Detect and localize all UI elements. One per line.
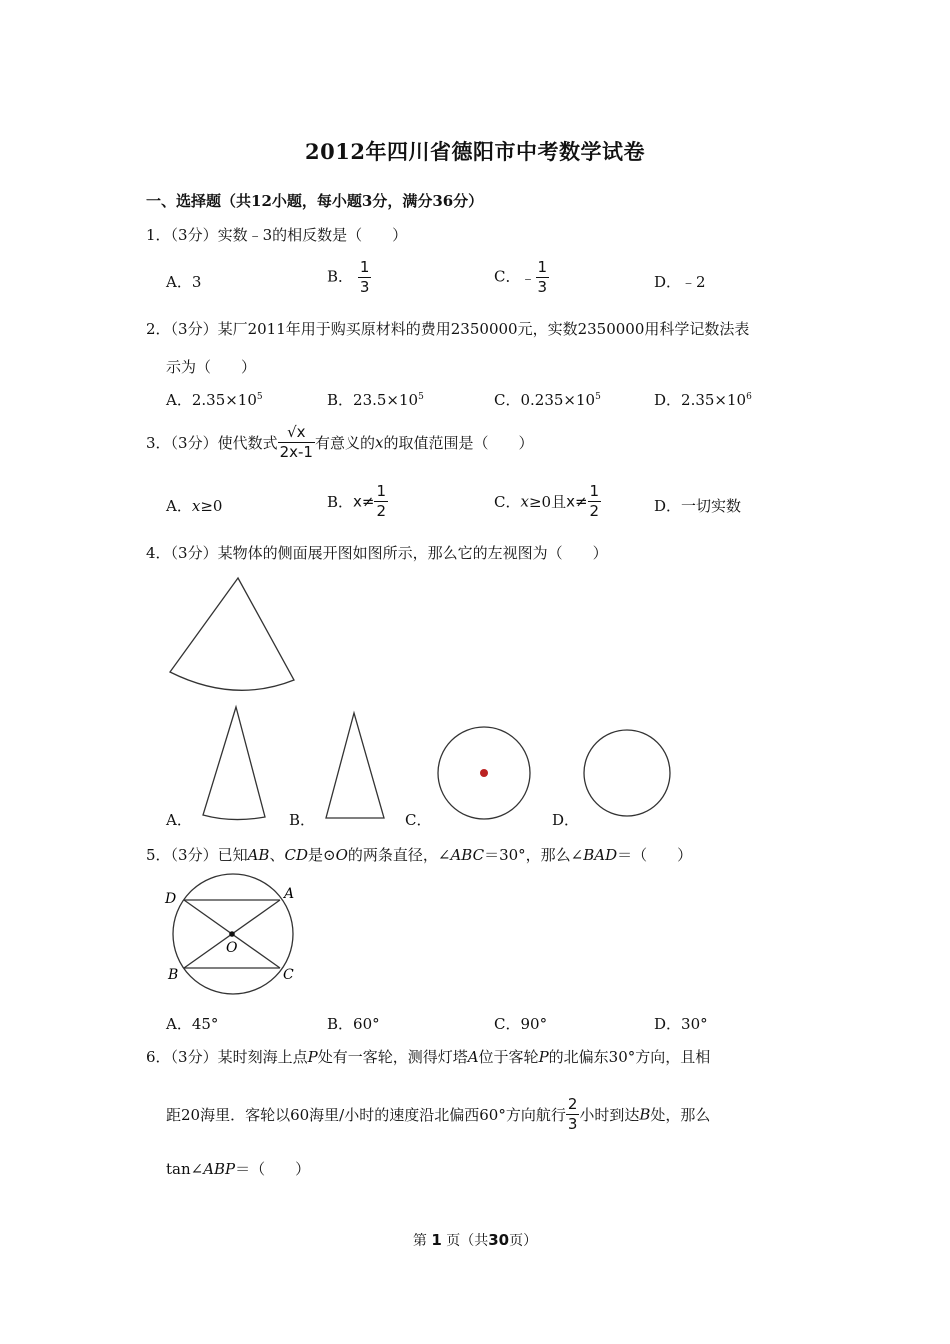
option-label: D． xyxy=(654,391,682,409)
q1-option-a[interactable] xyxy=(166,271,201,292)
question-text: ＝（ ） xyxy=(617,846,693,864)
option-value: ≥0 xyxy=(200,497,223,515)
option-sign: ﹣ xyxy=(520,269,536,287)
q4-option-c-label[interactable]: C． xyxy=(405,811,432,829)
option-value: 2.35×10 xyxy=(681,391,747,409)
question-2-line2: 示为（ ） xyxy=(166,358,257,376)
option-label: B． xyxy=(327,267,354,286)
center-dot-icon xyxy=(480,769,488,777)
label-d: D xyxy=(165,891,177,907)
q5-option-a[interactable] xyxy=(166,1013,218,1034)
question-text: 的两条直径，∠ xyxy=(347,846,451,864)
fraction xyxy=(278,425,315,460)
variable: x xyxy=(191,497,201,515)
question-text: （3分）实数﹣3的相反数是（ ） xyxy=(170,226,408,244)
q4-option-c-figure[interactable] xyxy=(436,725,534,823)
question-text: （3分）某物体的侧面展开图如图所示，那么它的左视图为（ ） xyxy=(170,544,608,562)
variable: AB xyxy=(247,846,270,864)
label-o: O xyxy=(226,940,238,956)
question-number: 6． xyxy=(146,1048,171,1066)
option-label: B． xyxy=(327,493,354,511)
q5-option-c[interactable] xyxy=(494,1013,547,1034)
question-text: （3分）使代数式 xyxy=(170,434,278,452)
label-a: A xyxy=(284,886,295,902)
variable: P xyxy=(538,1048,549,1066)
question-text: （3分）已知 xyxy=(170,846,248,864)
q3-option-c[interactable] xyxy=(494,484,601,519)
option-value: 3 xyxy=(191,273,202,291)
option-value: 45° xyxy=(191,1015,219,1033)
option-value: 90° xyxy=(520,1015,548,1033)
option-label: A． xyxy=(166,391,192,409)
fraction xyxy=(536,260,550,295)
exponent: 6 xyxy=(746,392,752,402)
center-point-icon xyxy=(229,931,235,937)
variable: A xyxy=(467,1048,479,1066)
circle-diameters-figure xyxy=(162,873,304,999)
option-value: ﹣2 xyxy=(681,273,706,291)
option-label: A． xyxy=(166,497,192,515)
question-text: 位于客轮 xyxy=(478,1048,539,1066)
q1-option-c[interactable] xyxy=(494,260,549,295)
question-text: 是⊙ xyxy=(307,846,336,864)
variable: P xyxy=(307,1048,318,1066)
fraction-numerator: √x xyxy=(287,423,306,441)
question-number: 5． xyxy=(146,846,171,864)
question-2 xyxy=(146,318,749,339)
question-text: 距20海里．客轮以60海里/小时的速度沿北偏西60°方向航行 xyxy=(166,1106,566,1124)
q4-option-b-label[interactable]: B． xyxy=(289,811,316,829)
option-value: 一切实数 xyxy=(681,497,742,515)
question-text: 有意义的 xyxy=(314,434,375,452)
option-value: 30° xyxy=(681,1015,708,1033)
q4-option-a-label[interactable]: A． xyxy=(166,811,192,829)
fraction-denominator: 2 xyxy=(589,502,600,520)
page-footer xyxy=(0,1230,950,1250)
option-label: C． xyxy=(494,267,521,286)
option-label: B． xyxy=(327,391,354,409)
variable: O xyxy=(335,846,348,864)
fraction-denominator: 2 xyxy=(376,502,387,520)
question-6-line2 xyxy=(166,1097,710,1132)
q2-option-c[interactable] xyxy=(494,389,601,410)
question-6-line3 xyxy=(166,1158,310,1179)
footer-text: 第 xyxy=(412,1233,427,1249)
question-text: 处，那么 xyxy=(650,1106,711,1124)
fraction xyxy=(374,484,388,519)
variable: CD xyxy=(284,846,308,864)
fraction-numerator: 1 xyxy=(589,482,600,500)
variable: BAD xyxy=(583,846,618,864)
question-number: 3． xyxy=(146,434,171,452)
section-header: 一、选择题（共12小题，每小题3分，满分36分） xyxy=(146,192,484,210)
label-b: B xyxy=(168,967,179,983)
question-text: 小时到达 xyxy=(579,1106,640,1124)
fraction-numerator: 1 xyxy=(359,258,370,276)
question-3 xyxy=(146,425,533,460)
fraction xyxy=(588,484,602,519)
option-label: C． xyxy=(494,391,521,409)
question-text: （3分）某时刻海上点 xyxy=(170,1048,308,1066)
q2-option-d[interactable] xyxy=(654,389,752,410)
variable: ABP xyxy=(203,1160,236,1178)
question-text: （3分）某厂2011年用于购买原材料的费用2350000元，实数2350000用科学记数法表 xyxy=(170,320,750,338)
circle-view-d xyxy=(584,730,670,816)
label-c: C xyxy=(283,967,294,983)
fraction-numerator: 2 xyxy=(567,1095,578,1113)
triangle-view-b xyxy=(326,713,384,818)
question-text: tan∠ xyxy=(166,1160,204,1178)
question-text: 处有一客轮，测得灯塔 xyxy=(317,1048,468,1066)
question-4 xyxy=(146,542,608,563)
option-label: C． xyxy=(494,493,521,511)
fraction xyxy=(566,1097,580,1132)
q4-option-b-figure[interactable] xyxy=(322,710,388,822)
q4-option-d-figure[interactable] xyxy=(582,729,672,819)
sector-figure xyxy=(160,574,305,699)
page-title: 2012年四川省德阳市中考数学试卷 xyxy=(305,139,645,164)
question-number: 4． xyxy=(146,544,171,562)
option-label: B． xyxy=(327,1015,354,1033)
option-value: ≥0且 xyxy=(528,493,567,511)
q5-option-d[interactable] xyxy=(654,1013,708,1034)
fraction xyxy=(358,260,372,295)
fraction-denominator: 3 xyxy=(567,1115,578,1133)
q5-option-b[interactable] xyxy=(327,1013,380,1034)
question-text: ＝30°，那么∠ xyxy=(484,846,584,864)
footer-text: 页） xyxy=(509,1233,538,1249)
question-6 xyxy=(146,1046,710,1067)
page-total: 30 xyxy=(488,1231,510,1249)
q4-option-a-figure[interactable] xyxy=(198,703,270,823)
fraction-denominator: 2x-1 xyxy=(279,443,313,461)
option-label: D． xyxy=(654,273,682,291)
q3-option-b[interactable] xyxy=(327,484,388,519)
q3-option-d[interactable] xyxy=(654,495,741,516)
q1-option-b[interactable] xyxy=(327,260,371,295)
fraction-numerator: 1 xyxy=(537,258,548,276)
q3-option-a[interactable] xyxy=(166,495,222,516)
fraction-denominator: 3 xyxy=(537,278,548,296)
variable: ABC xyxy=(450,846,485,864)
variable: x xyxy=(375,433,384,452)
sector-shape xyxy=(170,578,294,690)
page-number: 1 xyxy=(431,1231,442,1249)
question-text: 、 xyxy=(269,846,285,864)
q1-option-d[interactable] xyxy=(654,271,706,292)
q4-option-d-label[interactable]: D． xyxy=(552,811,580,829)
question-text: 的取值范围是（ ） xyxy=(383,434,534,452)
exponent: 5 xyxy=(256,392,263,402)
q2-option-a[interactable] xyxy=(166,389,263,410)
option-label: D． xyxy=(654,497,682,515)
variable: B xyxy=(639,1105,651,1124)
option-label: D． xyxy=(654,1015,682,1033)
question-text: 的北偏东30°方向，且相 xyxy=(548,1048,711,1066)
question-text: ＝（ ） xyxy=(235,1160,311,1178)
option-expression: x≠ xyxy=(566,492,588,511)
option-value: 2.35×10 xyxy=(191,391,257,409)
fraction-denominator: 3 xyxy=(359,278,370,296)
option-expression: x≠ xyxy=(353,492,375,511)
q2-option-b[interactable] xyxy=(327,389,424,410)
variable: x xyxy=(520,492,529,511)
option-label: C． xyxy=(494,1015,521,1033)
question-5 xyxy=(146,844,692,865)
exponent: 5 xyxy=(595,392,601,402)
fraction-numerator: 1 xyxy=(376,482,387,500)
option-value: 0.235×10 xyxy=(520,391,596,409)
option-label: A． xyxy=(166,273,192,291)
option-value: 23.5×10 xyxy=(353,391,419,409)
option-label: A． xyxy=(166,1015,192,1033)
question-number: 2． xyxy=(146,320,171,338)
question-number: 1． xyxy=(146,226,171,244)
option-value: 60° xyxy=(353,1015,380,1033)
footer-text: 页（共 xyxy=(446,1233,489,1249)
question-1 xyxy=(146,224,407,245)
cone-side-view-a xyxy=(203,707,265,820)
exponent: 5 xyxy=(418,392,424,402)
